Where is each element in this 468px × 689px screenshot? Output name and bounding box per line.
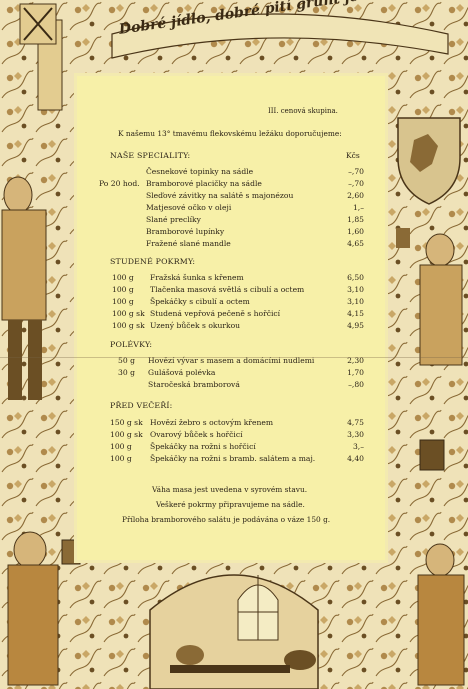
menu-item-price: 4,40 [347, 454, 364, 463]
menu-item-name: Gulášová polévka [148, 368, 216, 377]
menu-item-price: 1,– [352, 203, 364, 212]
menu-item-name: Bramborové placičky na sádle [146, 179, 262, 188]
menu-item-qty: 100 g [112, 297, 134, 306]
menu-item-price: 6,50 [347, 273, 364, 282]
menu-item-price: 2,30 [347, 356, 364, 365]
menu-item-name: Staročeská bramborová [148, 380, 240, 389]
currency-label: Kčs [346, 151, 360, 160]
menu-item-price: 1,60 [347, 227, 364, 236]
menu-item-qty: 150 g sk [110, 418, 143, 427]
menu-item-note: Po 20 hod. [99, 179, 140, 188]
menu-item-name: Tlačenka masová světlá s cibulí a octem [150, 285, 305, 294]
intro-text: K našemu 13° tmavému flekovskému ležáku doporučujeme: [118, 129, 342, 138]
menu-item-name: Matjesové očko v oleji [146, 203, 232, 212]
menu-item-price: 3,– [352, 442, 364, 451]
menu-item-qty: 50 g [118, 356, 135, 365]
menu-item-price: 3,30 [347, 430, 364, 439]
section-title-soups: POLÉVKY: [110, 340, 153, 349]
menu-item-qty: 100 g sk [112, 321, 145, 330]
menu-item-name: Hovězí vývar s masem a domácími nudlemi [148, 356, 315, 365]
menu-item-name: Uzený bůček s okurkou [150, 321, 241, 330]
menu-item-price: –,80 [348, 380, 364, 389]
menu-item-name: Fražská šunka s křenem [150, 273, 244, 282]
menu-item-name: Ovarový bůček s hořčicí [150, 430, 243, 439]
menu-item-name: Hovězí žebro s octovým křenem [150, 418, 274, 427]
menu-item-qty: 100 g [110, 454, 132, 463]
menu-item-price: –,70 [348, 167, 364, 176]
menu-item-price: 4,95 [347, 321, 364, 330]
menu-item-name: Česnekové topinky na sádle [146, 167, 254, 176]
menu-item-name: Slané preclíky [146, 215, 201, 224]
menu-item-qty: 100 g [112, 273, 134, 282]
footnote: Veškeré pokrmy připravujeme na sádle. [156, 500, 305, 509]
footnote: Váha masa jest uvedena v syrovém stavu. [152, 485, 308, 494]
menu-item-price: 1,70 [347, 368, 364, 377]
menu-item-price: 4,15 [347, 309, 364, 318]
section-title-specialities: NAŠE SPECIALITY: [110, 151, 191, 160]
menu-item-price: 2,60 [347, 191, 364, 200]
crossed-tools-illustration [20, 4, 56, 44]
footnote: Příloha bramborového salátu je podávána o váze 150 g. [122, 515, 331, 524]
menu-item-qty: 100 g [112, 285, 134, 294]
menu-item-price: 4,75 [347, 418, 364, 427]
menu-item-name: Sleďové závitky na salátě s majonézou [146, 191, 294, 200]
section-title-cold: STUDENÉ POKRMY: [110, 257, 196, 266]
price-group: III. cenová skupina. [268, 107, 338, 115]
menu-item-qty: 30 g [118, 368, 135, 377]
menu-item-name: Špekáčky na rožni s bramb. salátem a maj. [150, 454, 316, 463]
tavern-scene-illustration [150, 575, 318, 689]
menu-item-name: Studená vepřová pečeně s hořčicí [150, 309, 281, 318]
menu-item-price: 3,10 [347, 297, 364, 306]
paper-fold-line [0, 357, 468, 358]
menu-item-qty: 100 g sk [110, 430, 143, 439]
motto-banner: Dobré jídlo, dobré pití grunt [118, 0, 341, 38]
menu-item-price: –,70 [348, 179, 364, 188]
menu-item-name: Fražené slané mandle [146, 239, 231, 248]
menu-item-price: 3,10 [347, 285, 364, 294]
menu-item-name: Špekáčky na rožni s hořčicí [150, 442, 256, 451]
menu-item-qty: 100 g sk [112, 309, 145, 318]
menu-item-price: 1,85 [347, 215, 364, 224]
menu-item-name: Bramborové lupínky [146, 227, 225, 236]
menu-item-qty: 100 g [110, 442, 132, 451]
section-title-supper: PŘED VEČEŘÍ: [110, 401, 173, 410]
menu-item-name: Špekáčky s cibulí a octem [150, 297, 250, 306]
menu-item-price: 4,65 [347, 239, 364, 248]
